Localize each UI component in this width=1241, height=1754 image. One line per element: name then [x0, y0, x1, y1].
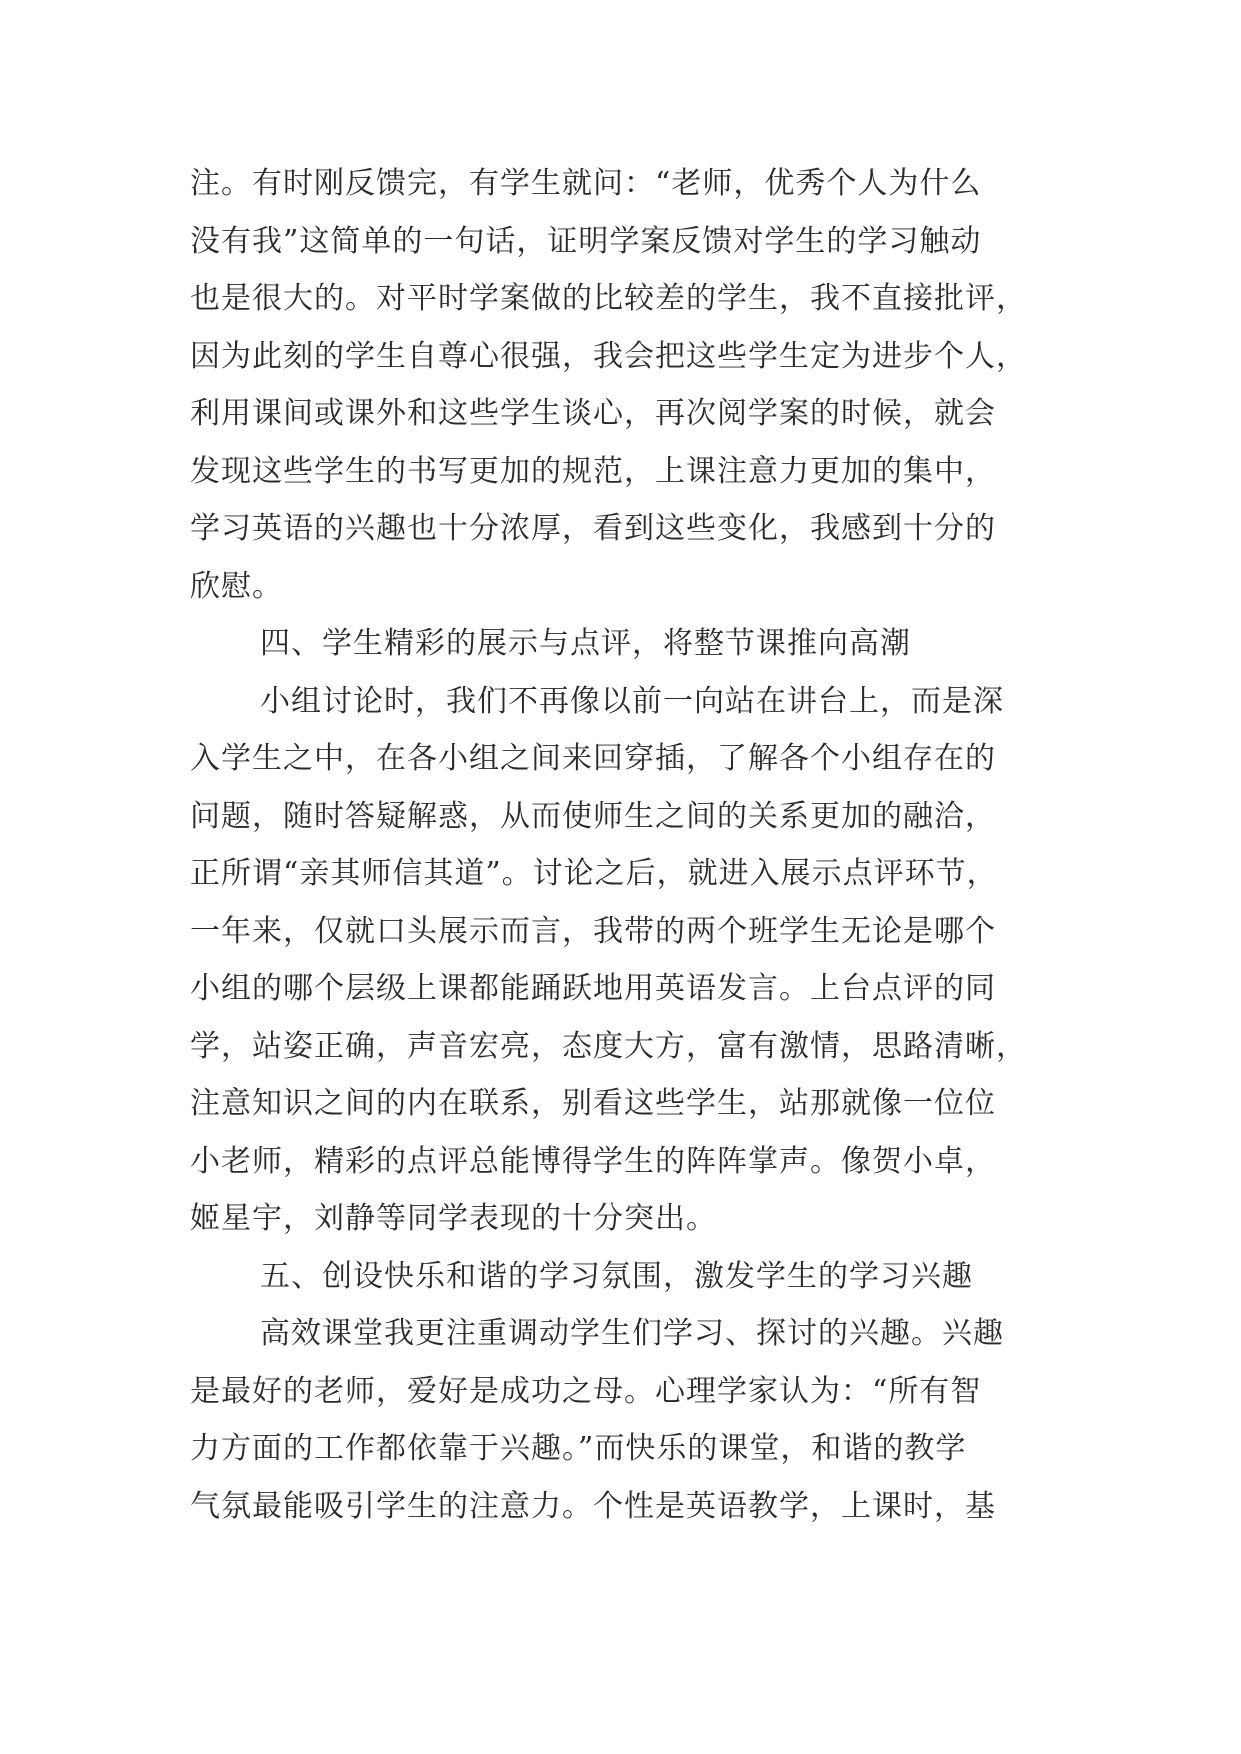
text-line: 高效课堂我更注重调动学生们学习、探讨的兴趣。兴趣 [260, 1316, 1004, 1351]
text-line: 因为此刻的学生自尊心很强，我会把这些学生定为进步个人， [190, 338, 1027, 374]
text-line: 也是很大的。对平时学案做的比较差的学生，我不直接批评， [190, 281, 1027, 316]
text-line: 小组的哪个层级上课都能踊跃地用英语发言。上台点评的同 [190, 971, 996, 1006]
text-line: 气氛最能吸引学生的注意力。个性是英语教学，上课时，基 [190, 1488, 996, 1524]
text-line: 发现这些学生的书写更加的规范，上课注意力更加的集中， [190, 453, 996, 489]
text-line: 学习英语的兴趣也十分浓厚，看到这些变化，我感到十分的 [190, 511, 996, 546]
text-line: 正所谓“亲其师信其道”。讨论之后，就进入展示点评环节， [190, 856, 998, 891]
section-heading: 五、创设快乐和谐的学习氛围，激发学生的学习兴趣 [260, 1258, 973, 1294]
text-line: 注。有时刚反馈完，有学生就问：“老师，优秀个人为什么 [190, 166, 982, 201]
text-line: 利用课间或课外和这些学生谈心，再次阅学案的时候，就会 [190, 396, 996, 431]
text-line: 学，站姿正确，声音宏亮，态度大方，富有激情，思路清晰， [190, 1028, 1027, 1064]
text-line: 一年来，仅就口头展示而言，我带的两个班学生无论是哪个 [190, 913, 996, 949]
text-line: 姬星宇，刘静等同学表现的十分突出。 [190, 1201, 717, 1236]
section-heading: 四、学生精彩的展示与点评，将整节课推向高潮 [260, 626, 911, 661]
text-line: 没有我”这简单的一句话，证明学案反馈对学生的学习触动 [190, 223, 982, 259]
text-line: 是最好的老师，爱好是成功之母。心理学家认为：“所有智 [190, 1373, 982, 1409]
document-body [190, 155, 1090, 1535]
text-line: 欣慰。 [190, 568, 283, 604]
text-line: 力方面的工作都依靠于兴趣。”而快乐的课堂，和谐的教学 [190, 1431, 967, 1466]
text-line: 小老师，精彩的点评总能博得学生的阵阵掌声。像贺小卓， [190, 1143, 996, 1179]
text-line: 问题，随时答疑解惑，从而使师生之间的关系更加的融洽， [190, 798, 996, 834]
text-line: 入学生之中，在各小组之间来回穿插，了解各个小组存在的 [190, 741, 996, 776]
text-line: 小组讨论时，我们不再像以前一向站在讲台上，而是深 [260, 683, 1004, 719]
text-line: 注意知识之间的内在联系，别看这些学生，站那就像一位位 [190, 1086, 996, 1121]
